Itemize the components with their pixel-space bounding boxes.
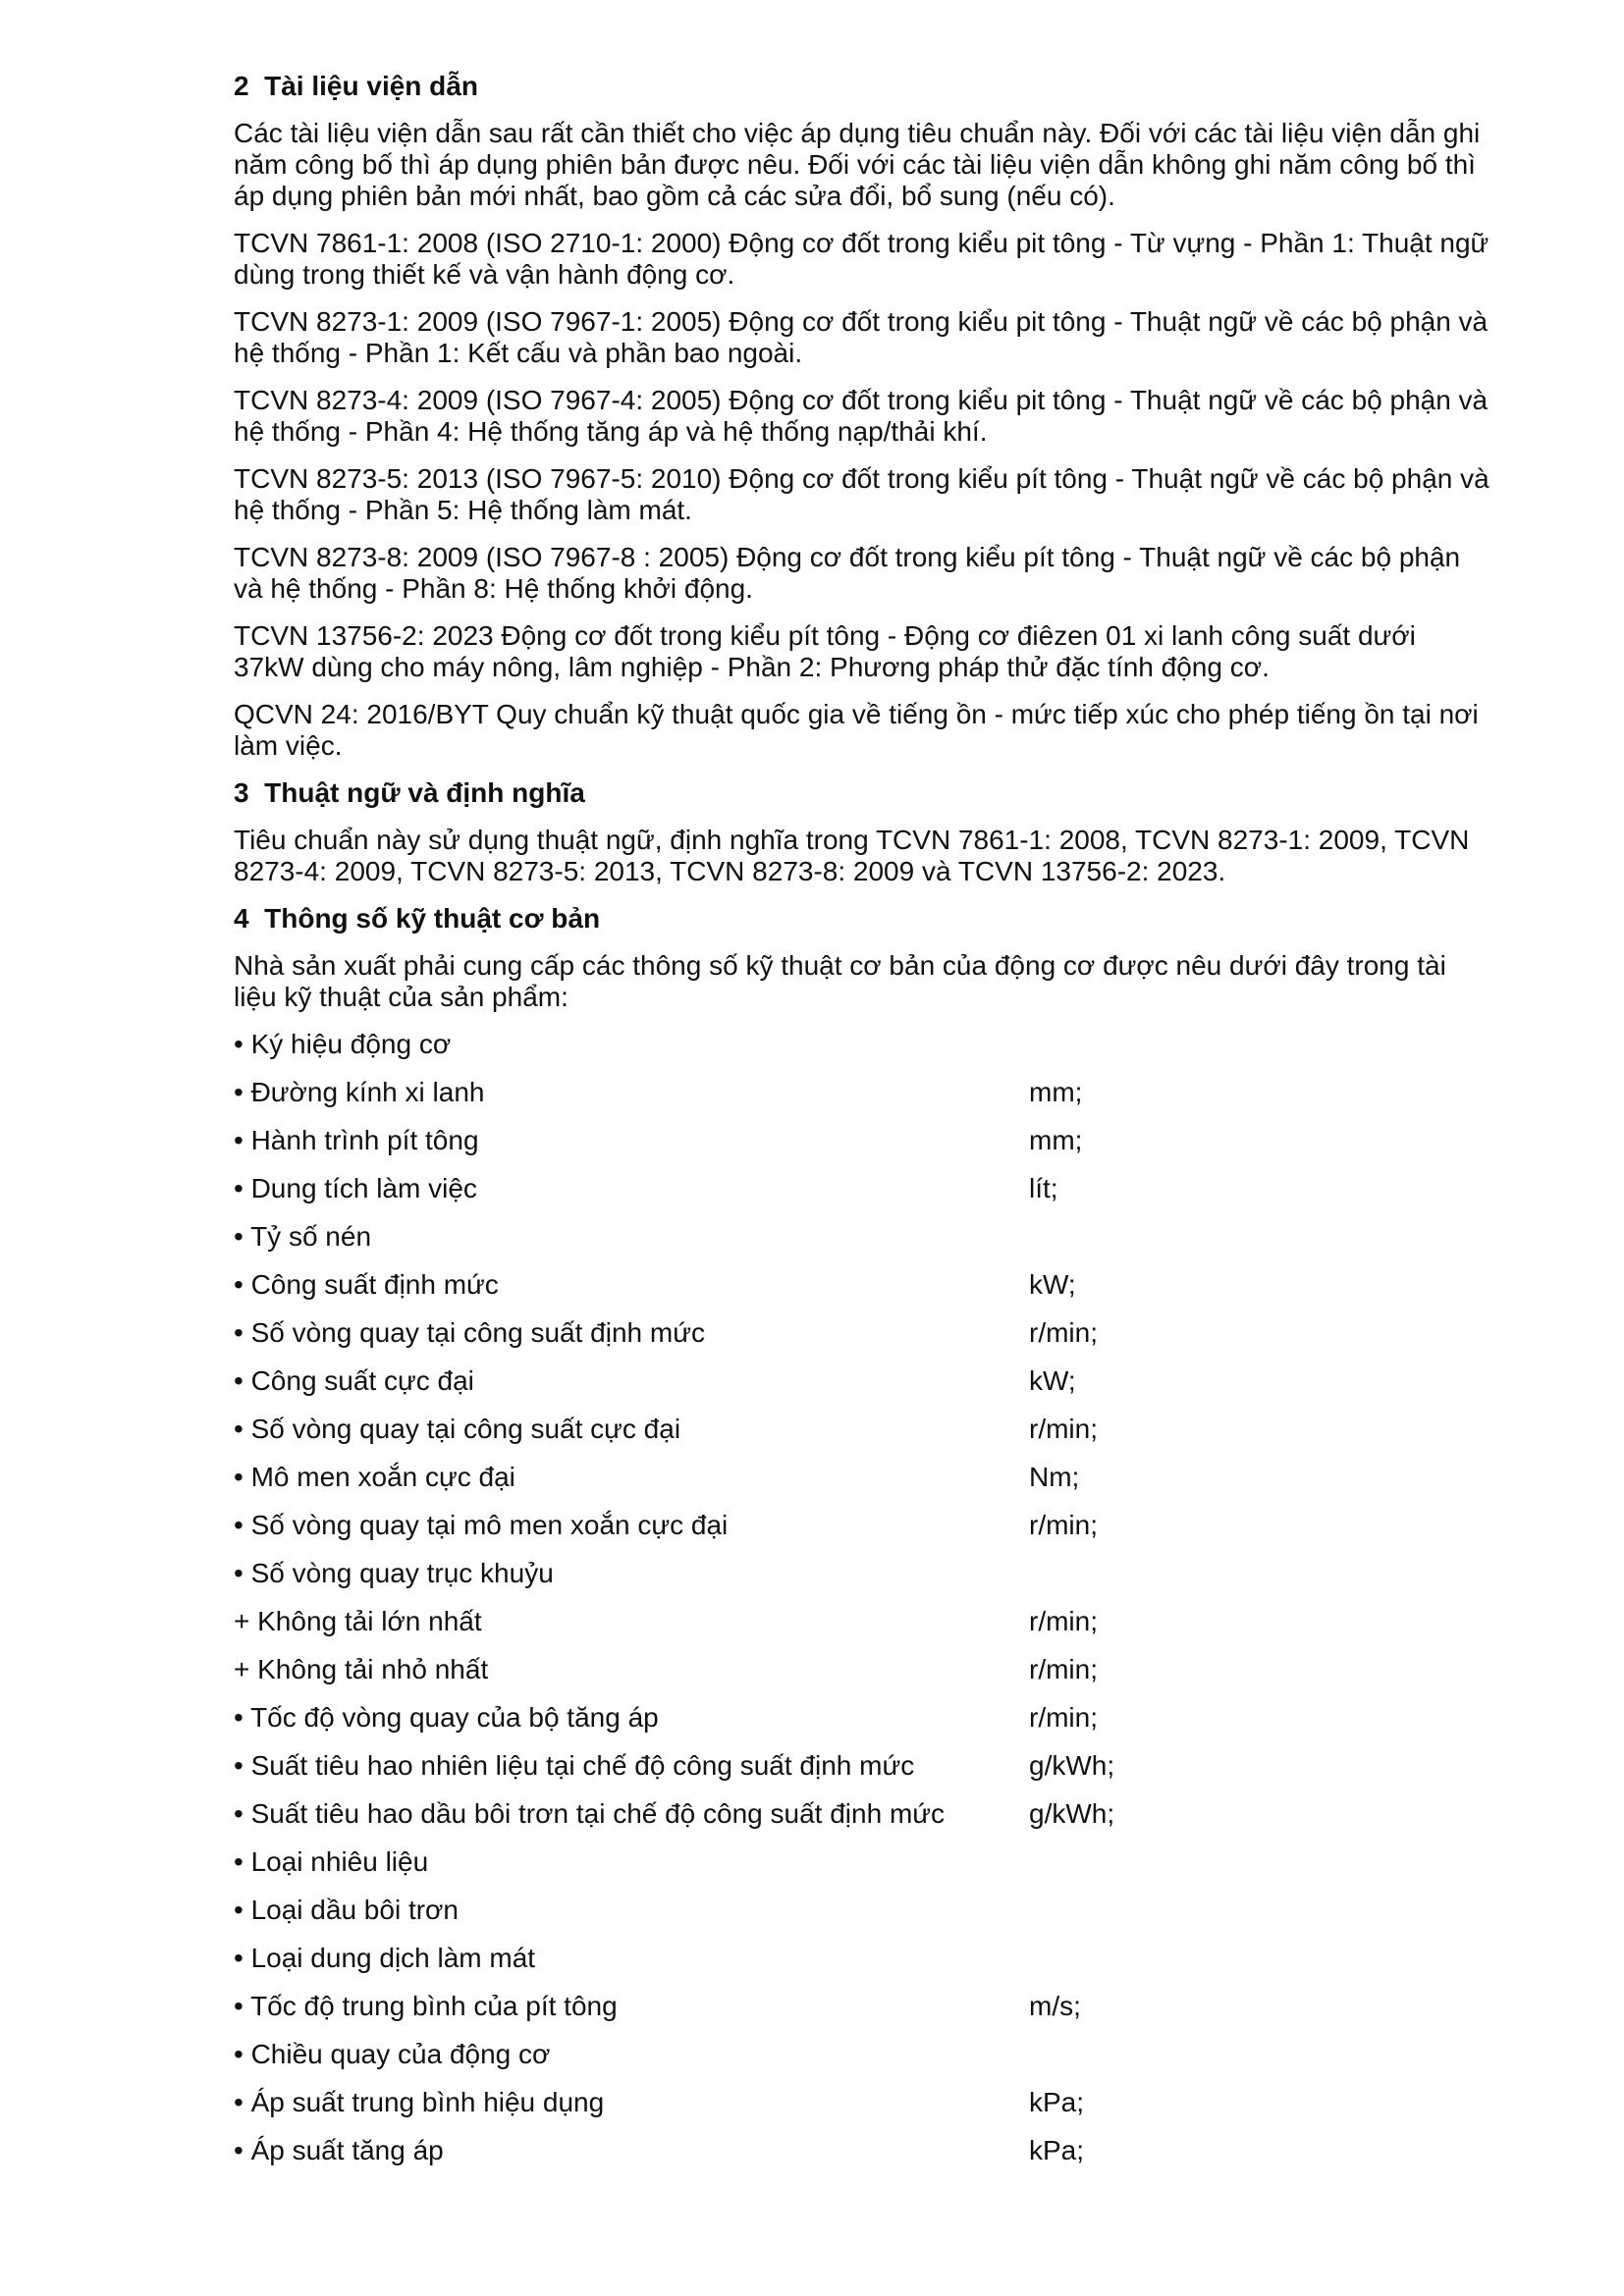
spec-unit: m/s; [1029, 1991, 1081, 2021]
spec-row [234, 1317, 1492, 1349]
spec-unit: Nm; [1029, 1462, 1080, 1492]
spec-unit: r/min; [1029, 1317, 1098, 1348]
spec-row [234, 1125, 1492, 1156]
spec-label: • Hành trình pít tông [234, 1125, 479, 1155]
spec-row [234, 1462, 1492, 1493]
spec-label: • Áp suất tăng áp [234, 2135, 444, 2165]
spec-list [234, 1029, 1492, 2166]
spec-unit: mm; [1029, 1125, 1083, 1155]
document-page [234, 71, 1492, 2183]
spec-row [234, 1173, 1492, 1204]
section-3-heading: 3 Thuật ngữ và định nghĩa [234, 777, 585, 808]
section-2-heading: 2 Tài liệu viện dẫn [234, 71, 478, 101]
spec-unit: kPa; [1029, 2135, 1085, 2165]
spec-label: • Ký hiệu động cơ [234, 1029, 452, 1059]
spec-label: • Tốc độ trung bình của pít tông [234, 1991, 618, 2021]
spec-label: • Áp suất trung bình hiệu dụng [234, 2087, 605, 2117]
spec-row [234, 1750, 1492, 1782]
section-2-intro: Các tài liệu viện dẫn sau rất cần thiết cho việc áp dụng tiêu chuẩn này. Đối với các tài liệu viện dẫn ghi năm công bố thì áp dụng phiên bản được nêu. Đối với các tài liệu viện dẫn không ghi năm công bố thì áp dụng phiên bản mới nhất, bao gồm cả các sửa đổi, bổ sung (nếu có). [234, 118, 1481, 211]
spec-row [234, 1558, 1492, 1589]
spec-label: • Số vòng quay tại công suất cực đại [234, 1414, 681, 1444]
spec-row [234, 2087, 1492, 2118]
spec-label: • Công suất cực đại [234, 1365, 474, 1396]
spec-row [234, 1846, 1492, 1878]
reference-item: TCVN 8273-8: 2009 (ISO 7967-8 : 2005) Động cơ đốt trong kiểu pít tông - Thuật ngữ về các bộ phận và hệ thống - Phần 8: Hệ thống khởi động. [234, 542, 1461, 604]
spec-label: • Suất tiêu hao dầu bôi trơn tại chế độ công suất định mức [234, 1798, 946, 1829]
spec-label: + Không tải nhỏ nhất [234, 1654, 489, 1684]
spec-row [234, 1798, 1492, 1830]
spec-label: • Số vòng quay tại công suất định mức [234, 1317, 705, 1348]
spec-row [234, 2039, 1492, 2070]
spec-unit: kPa; [1029, 2087, 1085, 2117]
spec-label: + Không tải lớn nhất [234, 1606, 482, 1636]
spec-unit: lít; [1029, 1173, 1058, 1203]
spec-row [234, 1606, 1492, 1637]
spec-row [234, 1702, 1492, 1734]
reference-item: TCVN 8273-1: 2009 (ISO 7967-1: 2005) Động cơ đốt trong kiểu pit tông - Thuật ngữ về các bộ phận và hệ thống - Phần 1: Kết cấu và phần bao ngoài. [234, 306, 1489, 368]
spec-label: • Loại dung dịch làm mát [234, 1943, 536, 1973]
spec-row [234, 1991, 1492, 2022]
spec-unit: kW; [1029, 1365, 1076, 1396]
spec-unit: kW; [1029, 1269, 1076, 1300]
spec-row [234, 1269, 1492, 1301]
spec-row [234, 1365, 1492, 1397]
spec-label: • Số vòng quay trục khuỷu [234, 1558, 554, 1588]
spec-row [234, 1414, 1492, 1445]
spec-row [234, 1221, 1492, 1253]
spec-label: • Loại dầu bôi trơn [234, 1895, 459, 1925]
spec-unit: r/min; [1029, 1510, 1098, 1540]
spec-label: • Tốc độ vòng quay của bộ tăng áp [234, 1702, 659, 1733]
spec-unit: g/kWh; [1029, 1798, 1115, 1829]
spec-label: • Công suất định mức [234, 1269, 499, 1300]
reference-item: TCVN 7861-1: 2008 (ISO 2710-1: 2000) Động cơ đốt trong kiểu pit tông - Từ vựng - Phần 1: Thuật ngữ dùng trong thiết kế và vận hành động cơ. [234, 228, 1489, 290]
reference-item: QCVN 24: 2016/BYT Quy chuẩn kỹ thuật quốc gia về tiếng ồn - mức tiếp xúc cho phép tiếng ồn tại nơi làm việc. [234, 699, 1479, 761]
spec-label: • Loại nhiêu liệu [234, 1846, 429, 1877]
spec-unit: mm; [1029, 1077, 1083, 1107]
spec-label: • Tỷ số nén [234, 1221, 372, 1252]
spec-label: • Đường kính xi lanh [234, 1077, 485, 1107]
section-4-heading: 4 Thông số kỹ thuật cơ bản [234, 903, 601, 934]
reference-item: TCVN 8273-4: 2009 (ISO 7967-4: 2005) Động cơ đốt trong kiểu pit tông - Thuật ngữ về các bộ phận và hệ thống - Phần 4: Hệ thống tăng áp và hệ thống nạp/thải khí. [234, 385, 1489, 447]
spec-unit: r/min; [1029, 1606, 1098, 1636]
spec-label: • Suất tiêu hao nhiên liệu tại chế độ công suất định mức [234, 1750, 915, 1781]
spec-row [234, 1654, 1492, 1685]
spec-label: • Số vòng quay tại mô men xoắn cực đại [234, 1510, 729, 1540]
spec-row [234, 1510, 1492, 1541]
section-4-intro: Nhà sản xuất phải cung cấp các thông số kỹ thuật cơ bản của động cơ được nêu dưới đây trong tài liệu kỹ thuật của sản phẩm: [234, 950, 1446, 1012]
spec-unit: r/min; [1029, 1654, 1098, 1684]
spec-unit: g/kWh; [1029, 1750, 1115, 1781]
reference-list [234, 228, 1492, 762]
spec-row [234, 1029, 1492, 1060]
spec-label: • Dung tích làm việc [234, 1173, 477, 1203]
reference-item: TCVN 13756-2: 2023 Động cơ đốt trong kiểu pít tông - Động cơ điêzen 01 xi lanh công suất dưới 37kW dùng cho máy nông, lâm nghiệp - Phần 2: Phương pháp thử đặc tính động cơ. [234, 620, 1416, 682]
section-3-body: Tiêu chuẩn này sử dụng thuật ngữ, định nghĩa trong TCVN 7861-1: 2008, TCVN 8273-1: 2009, TCVN 8273-4: 2009, TCVN 8273-5: 2013, TCVN 8273-8: 2009 và TCVN 13756-2: 2023. [234, 825, 1470, 886]
reference-item: TCVN 8273-5: 2013 (ISO 7967-5: 2010) Động cơ đốt trong kiểu pít tông - Thuật ngữ về các bộ phận và hệ thống - Phần 5: Hệ thống làm mát. [234, 463, 1489, 525]
spec-unit: r/min; [1029, 1414, 1098, 1444]
spec-unit: r/min; [1029, 1702, 1098, 1733]
spec-row [234, 1943, 1492, 1974]
spec-row [234, 1895, 1492, 1926]
spec-label: • Mô men xoắn cực đại [234, 1462, 515, 1492]
spec-label: • Chiều quay của động cơ [234, 2039, 551, 2069]
spec-row [234, 1077, 1492, 1108]
spec-row [234, 2135, 1492, 2166]
